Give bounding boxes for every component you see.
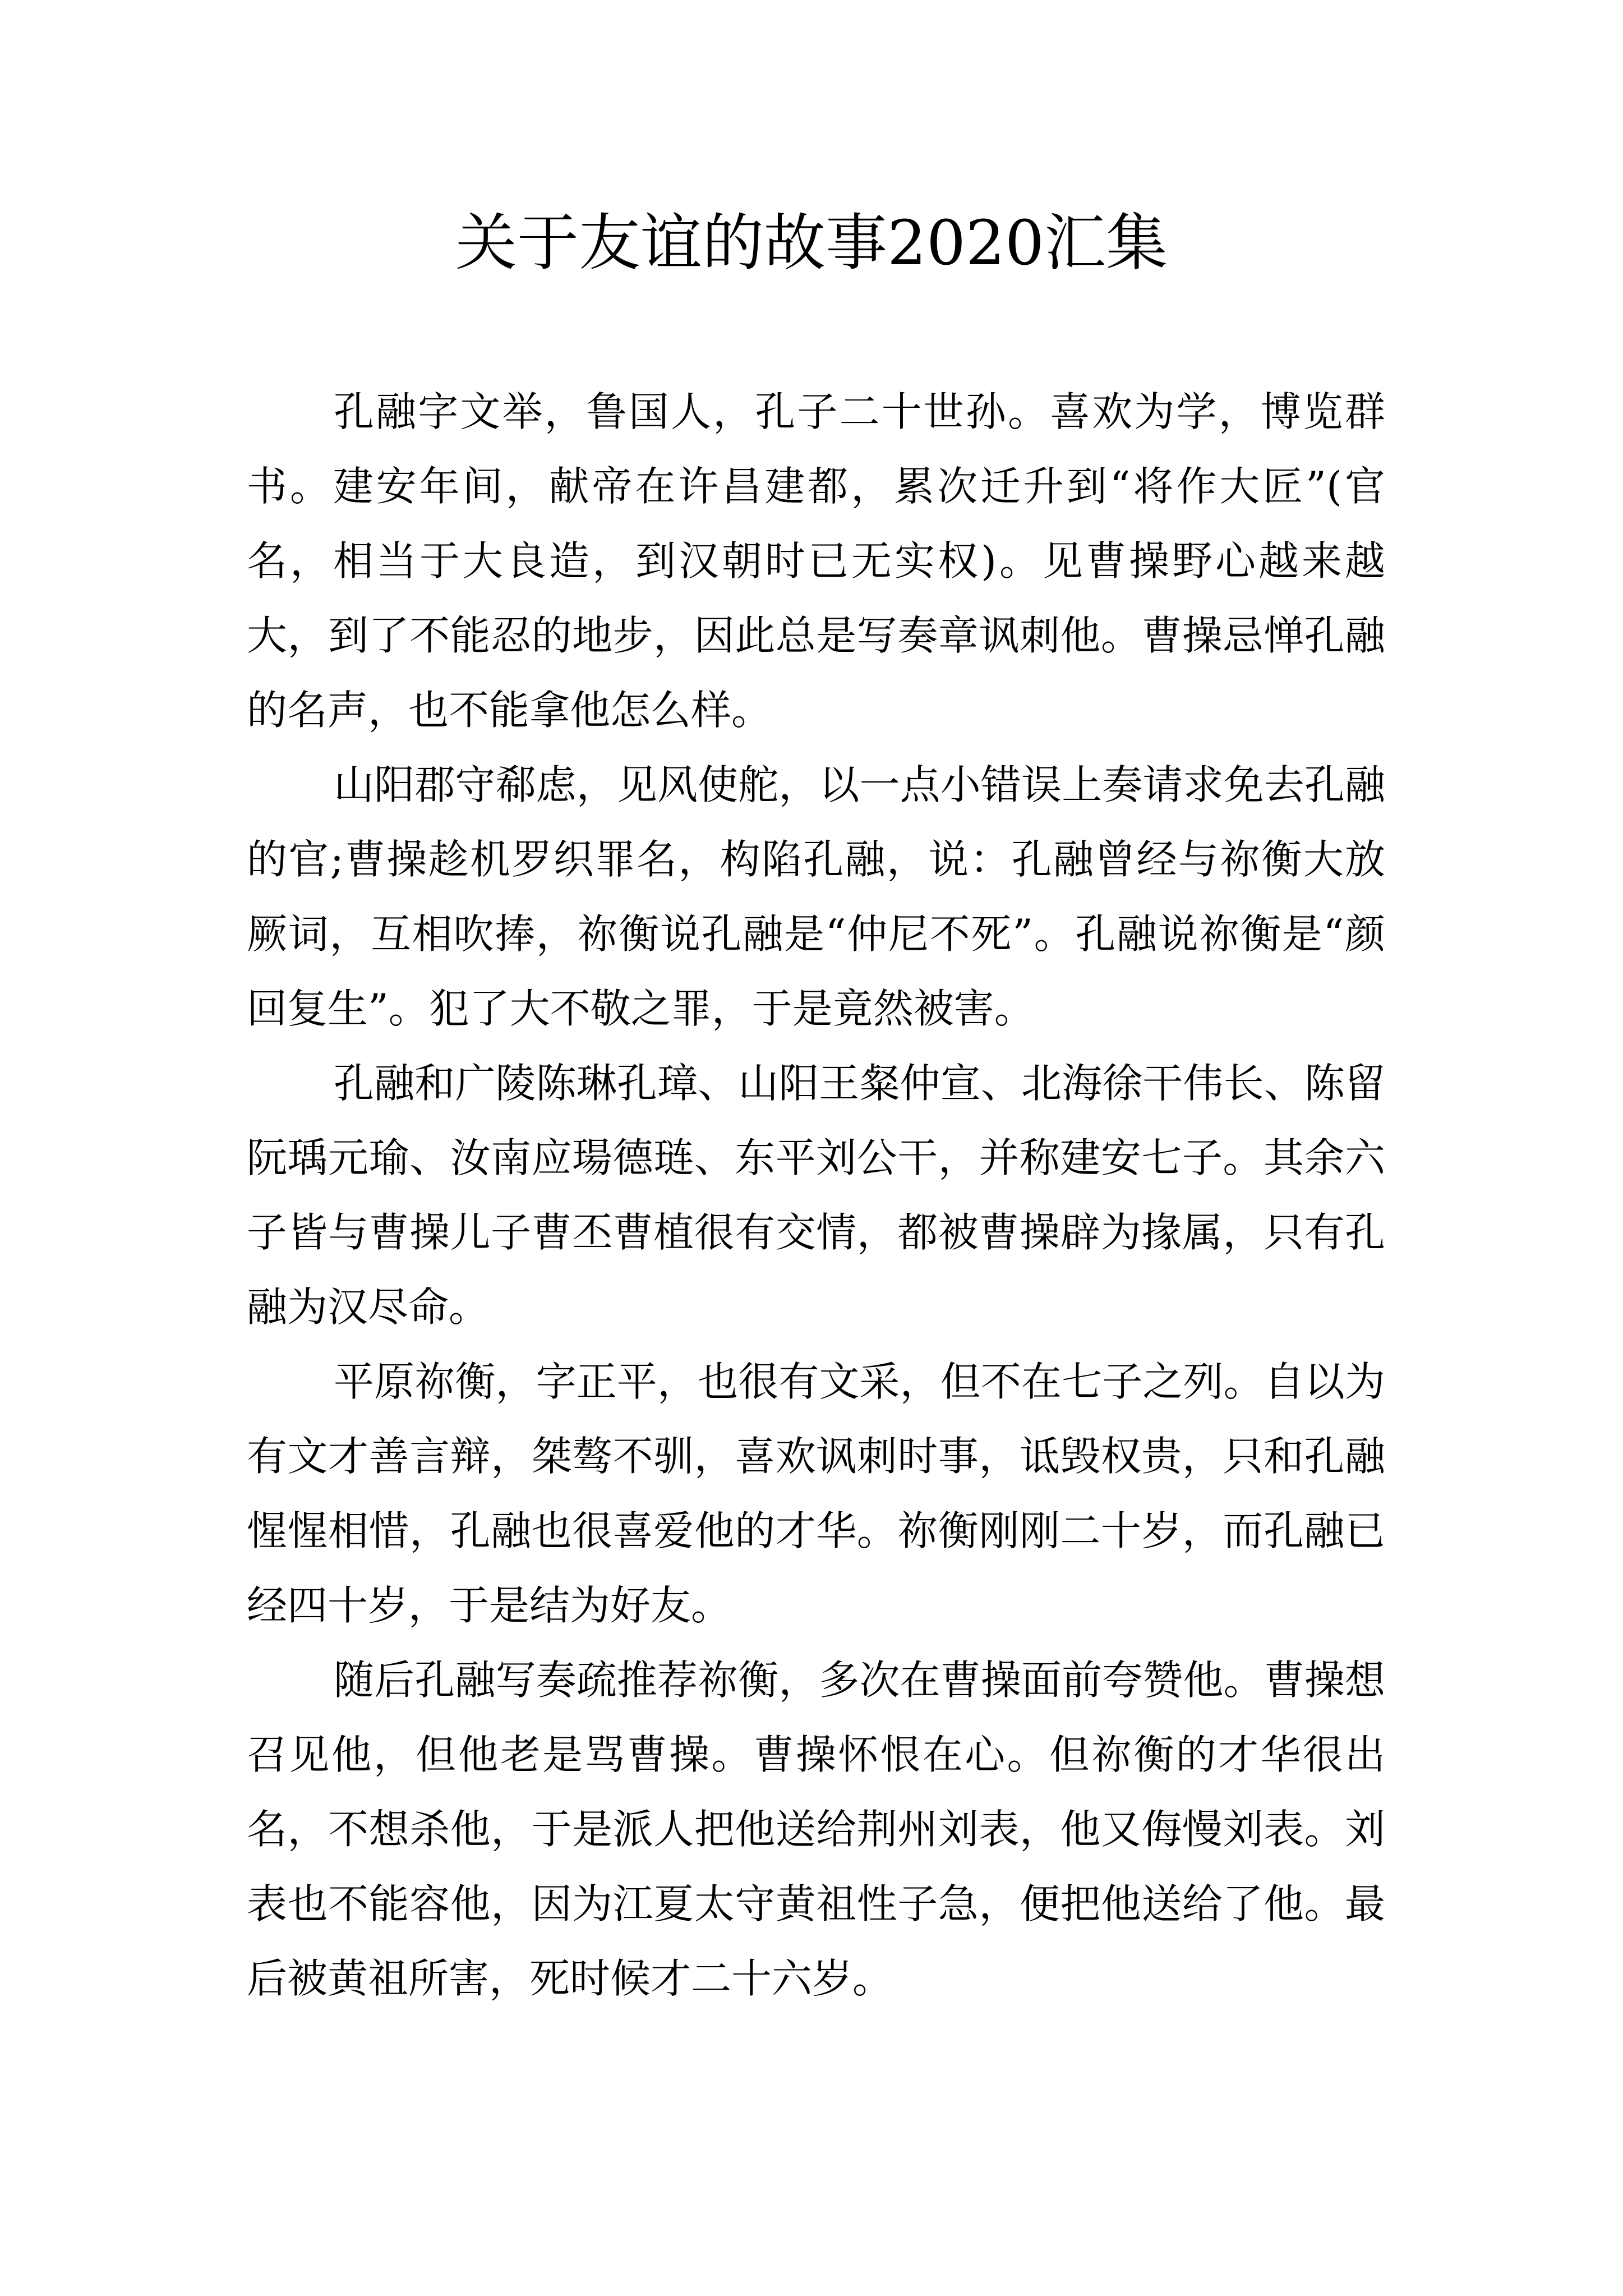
paragraph-1: 孔融字文举，鲁国人，孔子二十世孙。喜欢为学，博览群书。建安年间，献帝在许昌建都，累次迁升到“将作大匠”(官名，相当于大良造，到汉朝时已无实权)。见曹操野心越来越大，到了不能忍的地步，因此总是写奏章讽刺他。曹操忌惮孔融的名声，也不能拿他怎么样。 bbox=[247, 388, 1385, 734]
paragraph-4: 平原祢衡，字正平，也很有文采，但不在七子之列。自以为有文才善言辩，桀骜不驯，喜欢讽刺时事，诋毁权贵，只和孔融惺惺相惜，孔融也很喜爱他的才华。祢衡刚刚二十岁，而孔融已经四十岁，于是结为好友。 bbox=[247, 1358, 1385, 1629]
paragraph-5: 随后孔融写奏疏推荐祢衡，多次在曹操面前夸赞他。曹操想召见他，但他老是骂曹操。曹操怀恨在心。但祢衡的才华很出名，不想杀他，于是派人把他送给荆州刘表，他又侮慢刘表。刘表也不能容他，因为江夏太守黄祖性子急，便把他送给了他。最后被黄祖所害，死时候才二十六岁。 bbox=[247, 1657, 1385, 2002]
document-body bbox=[247, 375, 1385, 2016]
paragraph-2: 山阳郡守郗虑，见风使舵，以一点小错误上奏请求免去孔融的官;曹操趁机罗织罪名，构陷孔融，说：孔融曾经与祢衡大放厥词，互相吹捧，祢衡说孔融是“仲尼不死”。孔融说祢衡是“颜回复生”。犯了大不敬之罪，于是竟然被害。 bbox=[247, 761, 1385, 1032]
paragraph-3: 孔融和广陵陈琳孔璋、山阳王粲仲宣、北海徐干伟长、陈留阮瑀元瑜、汝南应瑒德琏、东平刘公干，并称建安七子。其余六子皆与曹操儿子曹丕曹植很有交情，都被曹操辟为掾属，只有孔融为汉尽命。 bbox=[247, 1060, 1385, 1331]
document-title: 关于友谊的故事2020汇集 bbox=[455, 207, 1168, 279]
